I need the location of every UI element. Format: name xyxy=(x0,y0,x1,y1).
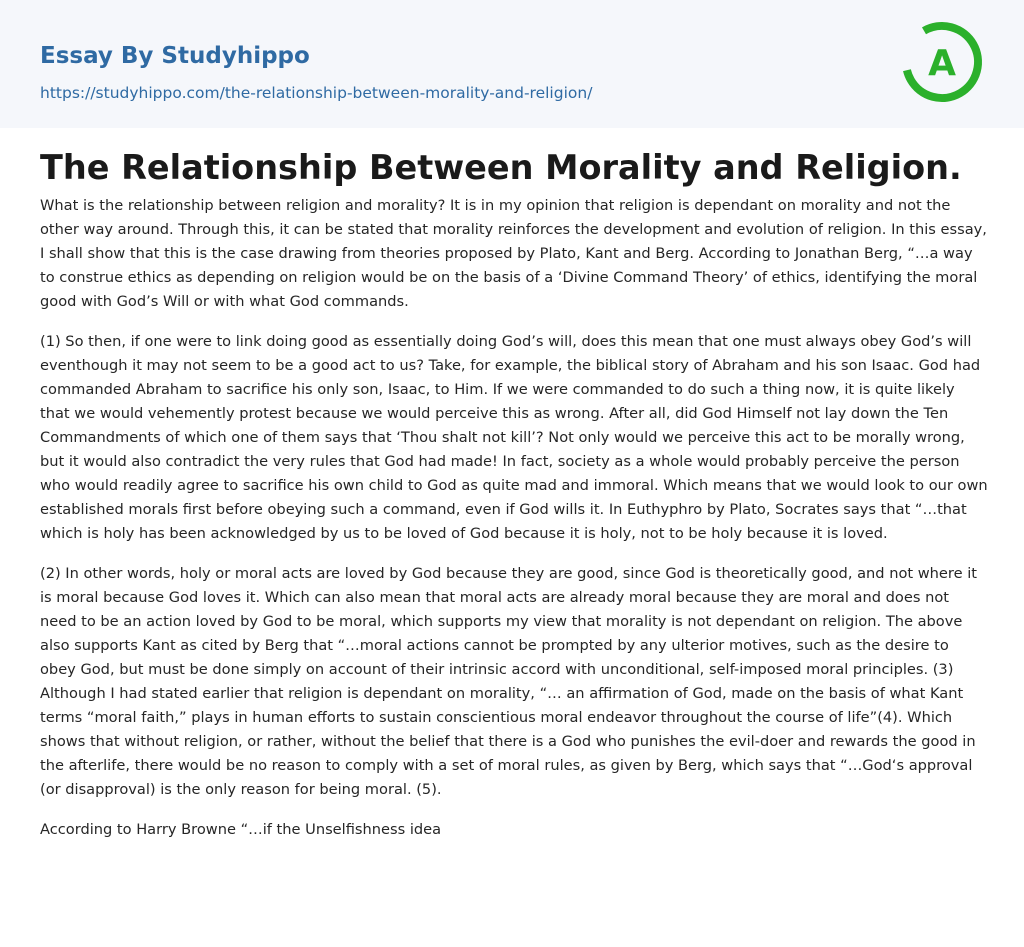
essay-paragraph: (1) So then, if one were to link doing good as essentially doing God’s will, does this mean that one must always obey God’s will eventhough it may not seem to be a good act to us? Take, for example, the biblical story of Abraham and his son Isaac. God had commanded Abraham to sacrifice his only son, Isaac, to Him. If we were commanded to do such a thing now, it is quite likely that we would vehemently protest because we would perceive this as wrong. After all, did God Himself not lay down the Ten Commandments of which one of them says that ‘Thou shalt not kill’? Not only would we perceive this act to be morally wrong, but it would also contradict the very rules that God had made! In fact, society as a whole would probably perceive the person who would readily agree to sacrifice his own child to God as quite mad and immoral. Which means that we would look to our own established morals first before obeying such a command, even if God wills it. In Euthyphro by Plato, Socrates says that “…that which is holy has been acknowledged by us to be loved of God because it is holy, not to be holy because it is loved. xyxy=(40,333,988,542)
studyhippo-logo-icon[interactable] xyxy=(900,20,984,104)
essay-url-link[interactable]: https://studyhippo.com/the-relationship-between-morality-and-religion/ xyxy=(40,84,593,102)
site-brand: Essay By Studyhippo xyxy=(40,43,310,69)
essay-paragraph: (2) In other words, holy or moral acts are loved by God because they are good, since God is theoretically good, and not where it is moral because God loves it. Which can also mean that moral acts are already moral because they are moral and does not need to be an action loved by God to be moral, which supports my view that morality is not dependant on religion. The above also supports Kant as cited by Berg that “…moral actions cannot be prompted by any ulterior motives, such as the desire to obey God, but must be done simply on account of their intrinsic accord with unconditional, self-imposed moral principles. (3) Although I had stated earlier that religion is dependant on morality, “… an affirmation of God, made on the basis of what Kant terms “moral faith,” plays in human efforts to sustain conscientious moral endeavor throughout the course of life”(4). Which shows that without religion, or rather, without the belief that there is a God who punishes the evil-doer and rewards the good in the afterlife, there would be no reason to comply with a set of moral rules, as given by Berg, which says that “…God‘s approval (or disapproval) is the only reason for being moral. (5). xyxy=(40,565,977,798)
essay-paragraph: According to Harry Browne “…if the Unselfishness idea xyxy=(40,821,442,838)
logo-letter: A xyxy=(928,43,956,84)
essay-paragraph: What is the relationship between religion and morality? It is in my opinion that religion is dependant on morality and not the other way around. Through this, it can be stated that morality reinforces the development and evolution of religion. In this essay, I shall show that this is the case drawing from theories proposed by Plato, Kant and Berg. According to Jonathan Berg, “…a way to construe ethics as depending on religion would be on the basis of a ‘Divine Command Theory’ of ethics, identifying the moral good with God’s Will or with what God commands. xyxy=(40,197,987,310)
essay-body xyxy=(40,194,988,858)
page-title: The Relationship Between Morality and Religion. xyxy=(40,148,962,187)
site-header xyxy=(0,0,1024,128)
